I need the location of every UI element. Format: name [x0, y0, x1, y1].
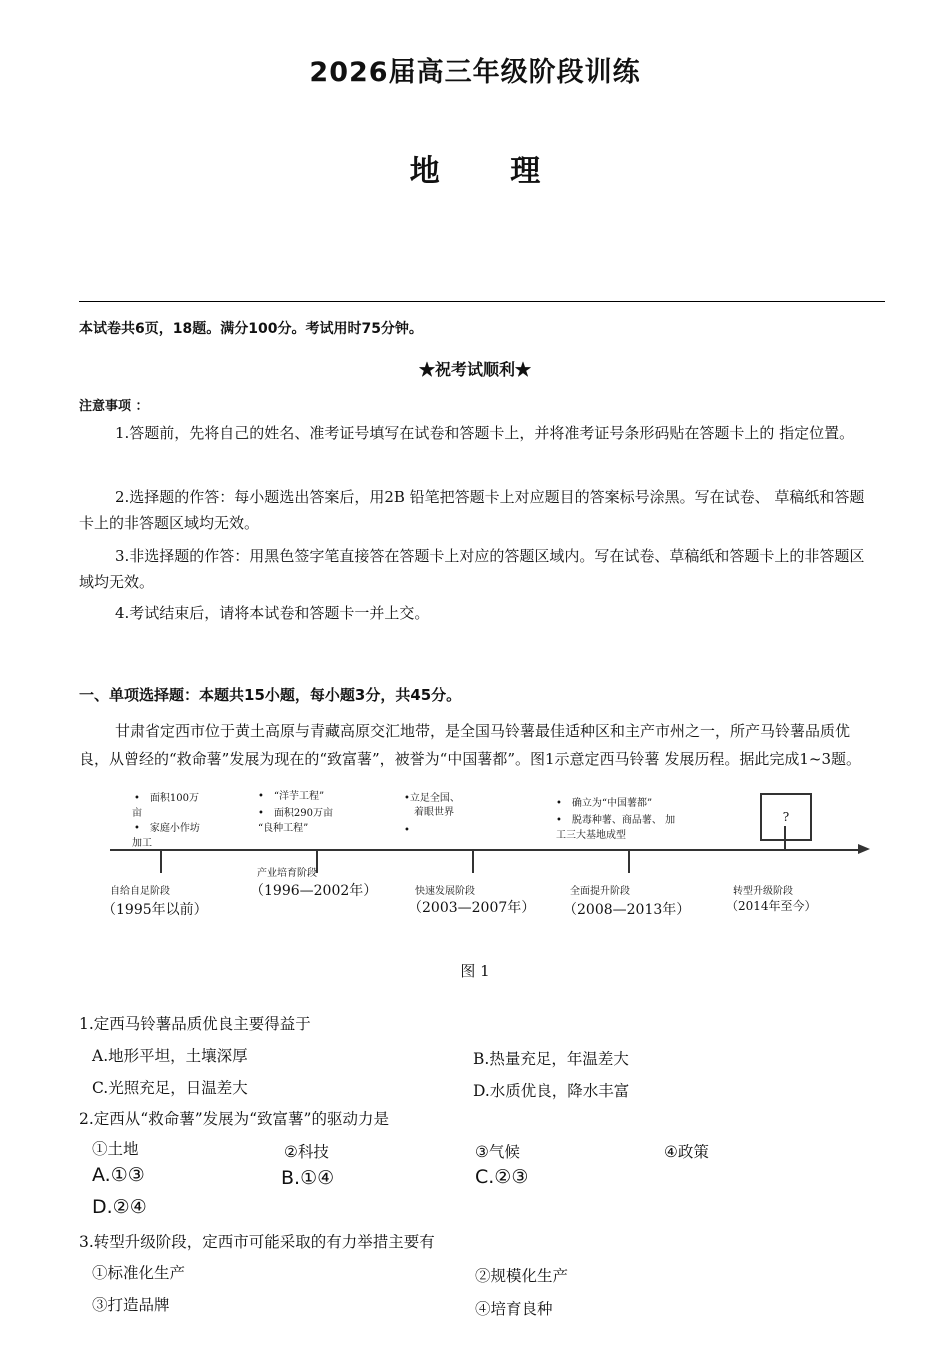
exam-title: 2026届高三年级阶段训练	[309, 57, 641, 88]
question-3-factor: ②规模化生产	[475, 1267, 569, 1285]
stage-years: （1996—2002年）	[250, 883, 378, 899]
question-mark-box: ?	[760, 793, 812, 841]
exam-info: 本试卷共6页，18题。满分100分。考试用时75分钟。	[79, 321, 423, 337]
notice-item-4: 4.考试结束后，请将本试卷和答题卡一并上交。	[115, 604, 430, 622]
stage-note: •立足全国、	[404, 793, 460, 804]
timeline-tick	[628, 849, 630, 873]
stage-note: 着眼世界	[414, 807, 454, 818]
stage-years: （2003—2007年）	[408, 900, 536, 916]
stage-note: • 面积100万	[134, 793, 199, 804]
stage-name: 自给自足阶段	[110, 886, 170, 897]
stage-note: 工三大基地成型	[556, 830, 626, 841]
notice-item-2: 2.选择题的作答：每小题选出答案后，用2B 铅笔把答题卡上对应题目的答案标号涂黑。写在试卷、 草稿纸和答题卡上的非答题区域均无效。	[79, 488, 865, 532]
stage-note: 加工	[132, 838, 152, 849]
question-2-factor: ②科技	[284, 1143, 329, 1161]
stage-name: 产业培育阶段	[257, 868, 317, 879]
question-2-factor: ③气候	[475, 1143, 520, 1161]
question-2-stem: 2.定西从“救命薯”发展为“致富薯”的驱动力是	[79, 1110, 389, 1128]
stage-name: 转型升级阶段	[733, 886, 793, 897]
subject-title: 地 理	[409, 154, 541, 189]
stage-note: • “洋芋工程”	[258, 791, 325, 802]
stage-years: （2008—2013年）	[563, 902, 691, 918]
figure-caption: 图 1	[460, 962, 490, 980]
question-1-option-a[interactable]: A.地形平坦，土壤深厚	[92, 1047, 248, 1065]
stage-name: 快速发展阶段	[415, 886, 475, 897]
question-3-factor: ③打造品牌	[92, 1296, 170, 1314]
stage-note: “良种工程”	[258, 823, 309, 834]
question-1-option-c[interactable]: C.光照充足，日温差大	[92, 1079, 248, 1097]
stage-name: 全面提升阶段	[570, 886, 630, 897]
timeline-arrow	[858, 844, 870, 854]
question-2-option-a[interactable]: A.①③	[92, 1164, 145, 1186]
question-1-option-d[interactable]: D.水质优良，降水丰富	[473, 1082, 630, 1100]
question-3-factor: ①标准化生产	[92, 1264, 186, 1282]
question-2-option-d[interactable]: D.②④	[92, 1196, 147, 1218]
question-2-option-c[interactable]: C.②③	[475, 1166, 529, 1188]
question-2-factor: ①土地	[92, 1140, 139, 1158]
stage-note: • 确立为“中国薯都”	[556, 798, 653, 809]
question-3-stem: 3.转型升级阶段，定西市可能采取的有力举措主要有	[79, 1233, 435, 1251]
stage-years: （1995年以前）	[102, 902, 208, 918]
question-1-option-b[interactable]: B.热量充足，年温差大	[473, 1050, 629, 1068]
timeline-axis	[110, 849, 860, 851]
stage-note: •	[404, 825, 410, 836]
good-luck-line: ★祝考试顺利★	[418, 360, 531, 379]
question-2-factor: ④政策	[664, 1143, 709, 1161]
stage-note: • 脱毒种薯、商品薯、 加	[556, 815, 676, 826]
header-divider	[79, 301, 885, 302]
stage-note: • 家庭小作坊	[134, 823, 200, 834]
timeline-tick	[160, 849, 162, 873]
notice-item-1: 1.答题前，先将自己的姓名、准考证号填写在试卷和答题卡上，并将准考证号条形码贴在答题卡上的 指定位置。	[115, 424, 855, 442]
stage-note: • 面积290万亩	[258, 808, 333, 819]
notice-heading: 注意事项 ：	[79, 399, 149, 414]
question-1-stem: 1.定西马铃薯品质优良主要得益于	[79, 1015, 311, 1033]
stage-note: 亩	[132, 808, 142, 819]
question-3-factor: ④培育良种	[475, 1300, 553, 1318]
section-heading: 一、单项选择题：本题共15小题，每小题3分，共45分。	[79, 686, 462, 704]
notice-item-3: 3.非选择题的作答：用黑色签字笔直接答在答题卡上对应的答题区域内。写在试卷、草稿纸和答题卡上的非答题区域均无效。	[79, 547, 865, 591]
timeline-tick	[472, 849, 474, 873]
section-intro: 甘肃省定西市位于黄土高原与青藏高原交汇地带，是全国马铃薯最佳适种区和主产市州之一，所产马铃薯品质优良，从曾经的“救命薯”发展为现在的“致富薯”，被誉为“中国薯都”。图1示意定西马铃薯 发展历程。据此完成1~3题。	[79, 722, 861, 768]
question-2-option-b[interactable]: B.①④	[281, 1167, 335, 1189]
stage-years: （2014年至今）	[726, 899, 817, 913]
